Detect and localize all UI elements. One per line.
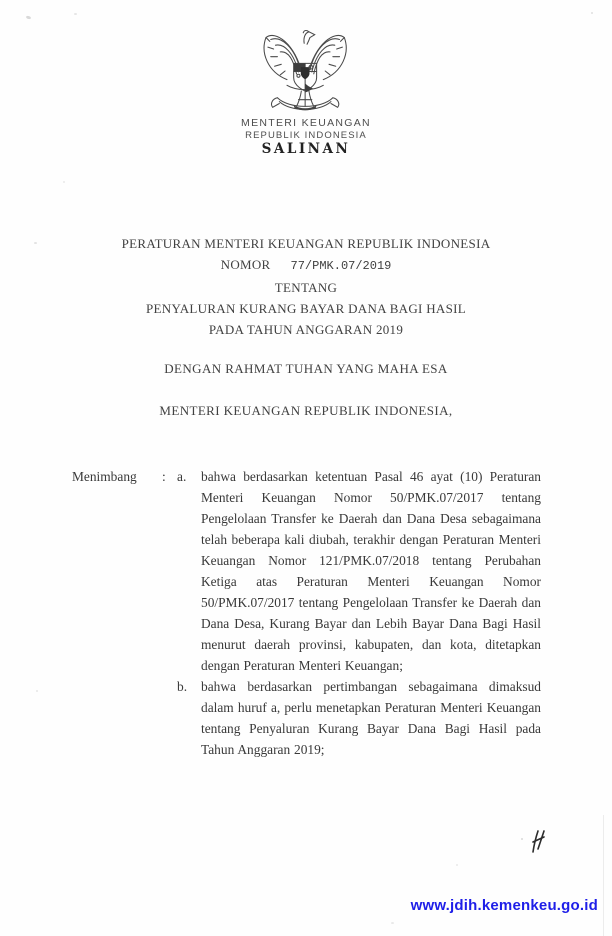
item-text: bahwa berdasarkan pertimbangan sebagaimana dimaksud dalam huruf a, perlu menetapkan Peraturan Menteri Keuangan tentang Penyaluran Kurang Bayar Dana Bagi Hasil pada Tahun Anggaran 2019;	[201, 679, 541, 757]
ministry-name: MENTERI KEUANGAN	[241, 117, 371, 129]
scan-speck	[391, 922, 394, 924]
tentang-label: TENTANG	[274, 280, 338, 295]
regulation-title-block	[0, 233, 612, 340]
subject-line-2: PADA TAHUN ANGGARAN 2019	[208, 322, 404, 337]
garuda-pancasila-emblem-icon	[262, 28, 348, 114]
scan-speck	[63, 181, 65, 183]
menimbang-label: Menimbang	[72, 469, 137, 484]
nomor-value: 77/PMK.07/2019	[290, 259, 392, 273]
scan-speck	[26, 15, 32, 19]
scan-speck	[74, 13, 77, 15]
nomor-label: NOMOR	[220, 257, 271, 272]
consideration-item-b	[177, 676, 541, 760]
authority-line: MENTERI KEUANGAN REPUBLIK INDONESIA,	[159, 403, 453, 418]
regulation-number-line	[0, 254, 612, 277]
menimbang-section	[72, 466, 541, 760]
invocation-line: DENGAN RAHMAT TUHAN YANG MAHA ESA	[164, 361, 448, 376]
menimbang-separator: :	[162, 469, 166, 484]
scan-speck	[456, 864, 458, 866]
consideration-item-a	[177, 466, 541, 676]
item-letter: b.	[177, 679, 188, 694]
scan-edge-shadow	[603, 815, 604, 936]
subject-line-1: PENYALURAN KURANG BAYAR DANA BAGI HASIL	[146, 301, 466, 316]
menimbang-items	[177, 466, 541, 760]
scan-speck	[591, 12, 593, 14]
item-letter: a.	[177, 469, 187, 484]
scan-speck	[521, 838, 523, 840]
salinan-copy-label: SALINAN	[261, 141, 351, 157]
handwritten-initial-mark-icon	[529, 828, 549, 854]
jdih-watermark-url: www.jdih.kemenkeu.go.id	[410, 897, 598, 914]
republic-name: REPUBLIK INDONESIA	[245, 130, 367, 141]
item-text: bahwa berdasarkan ketentuan Pasal 46 ayat (10) Peraturan Menteri Keuangan Nomor 50/PMK.07/2017 tentang Pengelolaan Transfer ke Daerah dan Dana Desa sebagaimana telah beberapa kali diubah, terakhir dengan Peraturan Menteri Keuangan Nomor 121/PMK.07/2018 tentang Perubahan Ketiga atas Peraturan Menteri Keuangan Nomor 50/PMK.07/2017 tentang Pengelolaan Transfer ke Daerah dan Dana Desa, Kurang Bayar dan Lebih Bayar Dana Bagi Hasil menurut daerah provinsi, kabupaten, dan kota, ditetapkan dengan Peraturan Menteri Keuangan;	[201, 469, 541, 673]
scan-speck	[36, 690, 38, 692]
regulation-title-line: PERATURAN MENTERI KEUANGAN REPUBLIK INDONESIA	[121, 236, 491, 251]
